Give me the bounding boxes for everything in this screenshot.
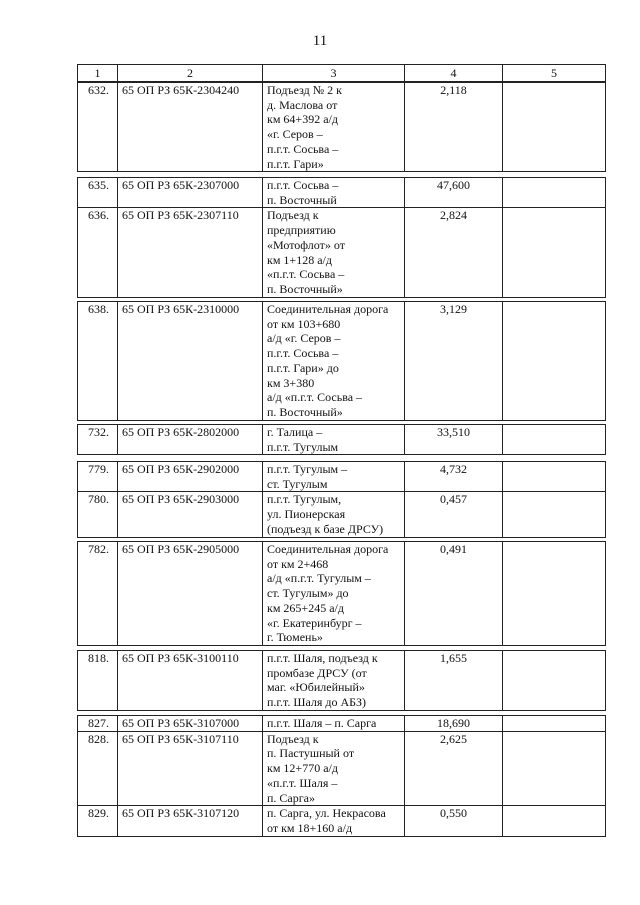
note — [503, 542, 606, 646]
road-code: 65 ОП РЗ 65К-2307000 — [118, 178, 263, 208]
road-name-line: «г. Серов – — [267, 127, 323, 142]
road-name-line: Соединительная дорога — [267, 542, 389, 556]
note — [503, 208, 606, 297]
road-name-line: п.г.т. Сосьва – — [267, 178, 339, 192]
header-col-3: 3 — [263, 65, 405, 82]
road-name-line: Подъезд к — [267, 208, 319, 223]
road-name-line: п. Восточный» — [267, 281, 343, 296]
road-code: 65 ОП РЗ 65К-2802000 — [118, 425, 263, 455]
road-name — [263, 492, 405, 537]
road-name — [263, 83, 405, 172]
road-name-line: п.г.т. Шаля до АБЗ) — [267, 695, 367, 710]
road-name — [263, 542, 405, 646]
table-header — [77, 64, 606, 82]
road-name — [263, 178, 405, 208]
road-name-line: д. Маслова от — [267, 97, 338, 112]
road-name-line: п. Пастушный от — [267, 746, 355, 761]
road-name-line: п.г.т. Тугулым, — [267, 492, 342, 507]
road-name — [263, 731, 405, 806]
row-number: 638. — [78, 302, 118, 421]
road-name-line: п.г.т. Тугулым – — [267, 462, 348, 476]
note — [503, 178, 606, 208]
table-row — [78, 492, 606, 537]
road-name-line: а/д «г. Серов – — [267, 331, 341, 346]
road-name-line: п.г.т. Тугулым — [267, 439, 339, 454]
road-name-line: «Мотофлот» от — [267, 237, 345, 252]
table-group — [77, 177, 606, 298]
road-name-line: ст. Тугулым — [267, 476, 328, 491]
road-code: 65 ОП РЗ 65К-2307110 — [118, 208, 263, 297]
note — [503, 492, 606, 537]
road-name-line: км 1+128 а/д — [267, 252, 332, 267]
road-name — [263, 208, 405, 297]
road-length: 0,491 — [405, 542, 503, 646]
table-group — [77, 461, 606, 538]
road-name-line: км 64+392 а/д — [267, 112, 338, 127]
road-name-line: «г. Екатеринбург – — [267, 615, 362, 630]
row-number: 780. — [78, 492, 118, 537]
road-length: 3,129 — [405, 302, 503, 421]
road-name-line: п.г.т. Гари» до — [267, 360, 339, 375]
row-number: 818. — [78, 651, 118, 711]
table-row — [78, 83, 606, 172]
road-code: 65 ОП РЗ 65К-3100110 — [118, 651, 263, 711]
road-name — [263, 806, 405, 836]
road-code: 65 ОП РЗ 65К-2905000 — [118, 542, 263, 646]
road-name-line: Соединительная дорога — [267, 302, 389, 316]
road-length: 47,600 — [405, 178, 503, 208]
table-group — [77, 541, 606, 646]
table-group — [77, 650, 606, 711]
road-name-line: км 12+770 а/д — [267, 761, 338, 776]
road-code: 65 ОП РЗ 65К-3107110 — [118, 731, 263, 806]
road-name-line: п.г.т. Шаля, подъезд к — [267, 651, 378, 665]
row-number: 782. — [78, 542, 118, 646]
road-name-line: от км 18+160 а/д — [267, 820, 353, 835]
row-number: 779. — [78, 462, 118, 492]
road-name-line: Подъезд № 2 к — [267, 83, 343, 97]
road-name-line: км 3+380 — [267, 375, 315, 390]
table-row — [78, 178, 606, 208]
road-code: 65 ОП РЗ 65К-2903000 — [118, 492, 263, 537]
road-name — [263, 462, 405, 492]
road-name-line: «п.г.т. Сосьва – — [267, 267, 345, 282]
table-row — [78, 425, 606, 455]
road-name-line: п.г.т. Сосьва – — [267, 346, 339, 361]
road-name-line: п.г.т. Сосьва – — [267, 141, 339, 156]
road-length: 18,690 — [405, 716, 503, 732]
row-number: 636. — [78, 208, 118, 297]
row-number: 827. — [78, 716, 118, 732]
row-number: 732. — [78, 425, 118, 455]
row-number: 828. — [78, 731, 118, 806]
road-name-line: п. Сарга» — [267, 790, 315, 805]
road-name-line: п. Восточный — [267, 192, 337, 207]
row-number: 632. — [78, 83, 118, 172]
table-group — [77, 82, 606, 172]
road-length: 2,625 — [405, 731, 503, 806]
road-name-line: предприятию — [267, 223, 336, 238]
note — [503, 806, 606, 836]
road-name-line: (подъезд к базе ДРСУ) — [267, 521, 384, 536]
road-name-line: а/д «п.г.т. Тугулым – — [267, 571, 371, 586]
road-code: 65 ОП РЗ 65К-2304240 — [118, 83, 263, 172]
table-group — [77, 301, 606, 421]
road-name-line: г. Талица – — [267, 425, 323, 439]
road-name-line: ст. Тугулым» до — [267, 586, 349, 601]
road-name-line: п.г.т. Шаля – п. Сарга — [267, 716, 377, 730]
header-row — [78, 65, 606, 82]
note — [503, 302, 606, 421]
note — [503, 462, 606, 492]
table-group — [77, 715, 606, 837]
table-row — [78, 302, 606, 421]
road-name-line: от км 2+468 — [267, 556, 329, 571]
road-length: 4,732 — [405, 462, 503, 492]
table-row — [78, 462, 606, 492]
road-name-line: а/д «п.г.т. Сосьва – — [267, 390, 363, 405]
page-number: 11 — [312, 33, 328, 49]
row-number: 829. — [78, 806, 118, 836]
note — [503, 425, 606, 455]
road-length: 2,824 — [405, 208, 503, 297]
road-name — [263, 716, 405, 732]
road-length: 0,457 — [405, 492, 503, 537]
road-name-line: от км 103+680 — [267, 316, 341, 331]
road-length: 0,550 — [405, 806, 503, 836]
road-code: 65 ОП РЗ 65К-2310000 — [118, 302, 263, 421]
header-col-5: 5 — [503, 65, 606, 82]
note — [503, 83, 606, 172]
road-name-line: маг. «Юбилейный» — [267, 680, 365, 695]
road-name-line: ул. Пионерская — [267, 507, 346, 522]
road-name-line: п. Сарга, ул. Некрасова — [267, 806, 386, 821]
road-code: 65 ОП РЗ 65К-2902000 — [118, 462, 263, 492]
table-row — [78, 716, 606, 732]
table-row — [78, 806, 606, 836]
road-length: 1,655 — [405, 651, 503, 711]
road-name — [263, 425, 405, 455]
road-name-line: п. Восточный» — [267, 404, 343, 419]
table-row — [78, 542, 606, 646]
road-name-line: г. Тюмень» — [267, 630, 323, 645]
road-name-line: Подъезд к — [267, 731, 319, 746]
road-name-line: км 265+245 а/д — [267, 600, 344, 615]
road-length: 33,510 — [405, 425, 503, 455]
road-name-line: п.г.т. Гари» — [267, 156, 324, 171]
road-length: 2,118 — [405, 83, 503, 172]
header-col-2: 2 — [118, 65, 263, 82]
table-row — [78, 208, 606, 297]
note — [503, 651, 606, 711]
table-row — [78, 651, 606, 711]
road-name-line: промбазе ДРСУ (от — [267, 665, 367, 680]
road-name — [263, 302, 405, 421]
road-code: 65 ОП РЗ 65К-3107000 — [118, 716, 263, 732]
table-group — [77, 424, 606, 455]
header-col-4: 4 — [405, 65, 503, 82]
note — [503, 716, 606, 732]
road-code: 65 ОП РЗ 65К-3107120 — [118, 806, 263, 836]
row-number: 635. — [78, 178, 118, 208]
road-name — [263, 651, 405, 711]
header-col-1: 1 — [78, 65, 118, 82]
note — [503, 731, 606, 806]
road-name-line: «п.г.т. Шаля – — [267, 775, 338, 790]
table-row — [78, 731, 606, 806]
